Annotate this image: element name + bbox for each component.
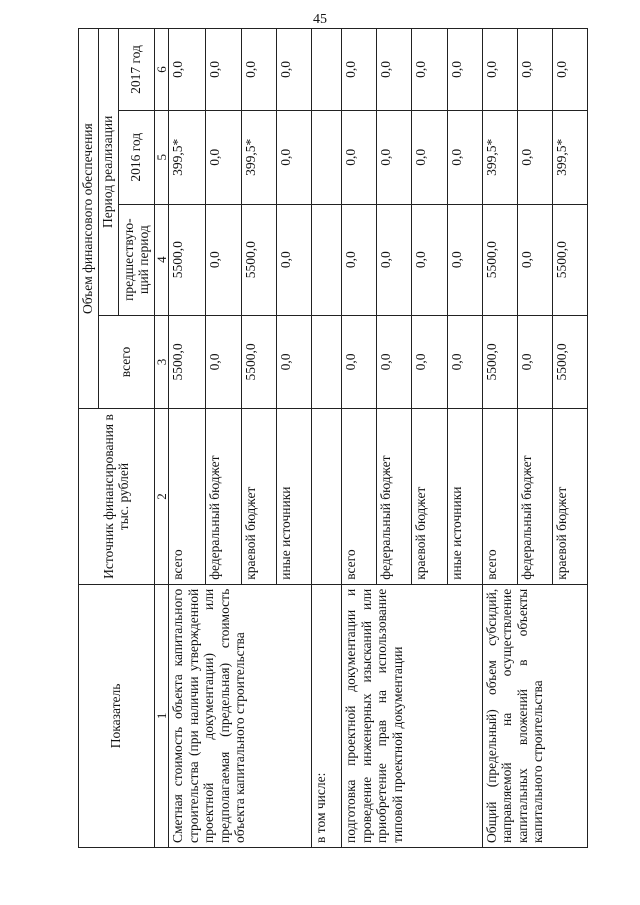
header-2017: 2017 год xyxy=(119,29,155,111)
column-number: 4 xyxy=(155,204,169,315)
value-2016-cell: 399,5* xyxy=(552,110,587,204)
total-cell: 0,0 xyxy=(276,315,311,409)
table-row xyxy=(169,29,206,848)
indicator-cell: подготовка проектной документации и проведение инженерных изысканий или приобретение прав на использование типовой проектной документации xyxy=(342,584,482,847)
header-2016: 2016 год xyxy=(119,110,155,204)
value-2017-cell: 0,0 xyxy=(482,29,517,111)
total-cell xyxy=(311,315,341,409)
previous-period-cell: 5500,0 xyxy=(552,204,587,315)
value-2016-cell: 0,0 xyxy=(377,110,412,204)
previous-period-cell: 5500,0 xyxy=(241,204,276,315)
table-body xyxy=(169,29,588,848)
column-number-row xyxy=(155,29,169,848)
value-2017-cell: 0,0 xyxy=(169,29,206,111)
source-cell: всего xyxy=(342,409,377,584)
value-2016-cell: 0,0 xyxy=(342,110,377,204)
total-cell: 0,0 xyxy=(377,315,412,409)
source-cell: федеральный бюджет xyxy=(517,409,552,584)
previous-period-cell: 5500,0 xyxy=(169,204,206,315)
total-cell: 5500,0 xyxy=(241,315,276,409)
previous-period-cell: 0,0 xyxy=(342,204,377,315)
value-2017-cell: 0,0 xyxy=(241,29,276,111)
value-2017-cell: 0,0 xyxy=(517,29,552,111)
value-2016-cell: 0,0 xyxy=(206,110,241,204)
total-cell: 0,0 xyxy=(342,315,377,409)
table-row xyxy=(482,29,517,848)
total-cell: 5500,0 xyxy=(169,315,206,409)
page-number: 45 xyxy=(313,12,327,27)
value-2017-cell: 0,0 xyxy=(447,29,482,111)
value-2017-cell: 0,0 xyxy=(552,29,587,111)
column-number: 2 xyxy=(155,409,169,584)
previous-period-cell: 5500,0 xyxy=(482,204,517,315)
column-number: 1 xyxy=(155,584,169,847)
column-number: 3 xyxy=(155,315,169,409)
total-cell: 5500,0 xyxy=(552,315,587,409)
previous-period-cell: 0,0 xyxy=(447,204,482,315)
value-2016-cell: 0,0 xyxy=(517,110,552,204)
source-cell: краевой бюджет xyxy=(552,409,587,584)
table-row xyxy=(342,29,377,848)
previous-period-cell xyxy=(311,204,341,315)
source-cell: краевой бюджет xyxy=(241,409,276,584)
header-previous-period: предшествую-щий период xyxy=(119,204,155,315)
previous-period-cell: 0,0 xyxy=(517,204,552,315)
previous-period-cell: 0,0 xyxy=(276,204,311,315)
indicator-cell: Сметная стоимость объекта капитального строительства (при наличии утвержденной проектной документации) или предполагаемая (предельная) стоимость объекта капитального строительства xyxy=(169,584,312,847)
value-2017-cell: 0,0 xyxy=(377,29,412,111)
previous-period-cell: 0,0 xyxy=(377,204,412,315)
source-cell: всего xyxy=(482,409,517,584)
total-cell: 0,0 xyxy=(206,315,241,409)
total-cell: 0,0 xyxy=(412,315,447,409)
value-2017-cell: 0,0 xyxy=(206,29,241,111)
value-2016-cell: 399,5* xyxy=(169,110,206,204)
column-number: 6 xyxy=(155,29,169,111)
source-cell: иные источники xyxy=(447,409,482,584)
value-2016-cell: 0,0 xyxy=(412,110,447,204)
header-indicator: Показатель xyxy=(79,584,155,847)
value-2017-cell: 0,0 xyxy=(342,29,377,111)
header-volume: Объем финансового обеспечения xyxy=(79,29,99,409)
value-2017-cell: 0,0 xyxy=(412,29,447,111)
source-cell: всего xyxy=(169,409,206,584)
source-cell: федеральный бюджет xyxy=(206,409,241,584)
column-number: 5 xyxy=(155,110,169,204)
financing-table xyxy=(78,28,588,848)
total-cell: 0,0 xyxy=(447,315,482,409)
previous-period-cell: 0,0 xyxy=(412,204,447,315)
header-total: всего xyxy=(99,315,155,409)
value-2016-cell: 399,5* xyxy=(482,110,517,204)
indicator-cell: Общий (предельный) объем субсидий, направляемой на осуществление капитальных вложений в объекты капитального строительства xyxy=(482,584,587,847)
value-2016-cell xyxy=(311,110,341,204)
indicator-cell: в том числе: xyxy=(311,584,341,847)
rotated-table-container xyxy=(78,28,588,848)
value-2016-cell: 0,0 xyxy=(276,110,311,204)
value-2016-cell: 399,5* xyxy=(241,110,276,204)
previous-period-cell: 0,0 xyxy=(206,204,241,315)
header-period: Период реализации xyxy=(99,29,119,316)
total-cell: 0,0 xyxy=(517,315,552,409)
value-2016-cell: 0,0 xyxy=(447,110,482,204)
total-cell: 5500,0 xyxy=(482,315,517,409)
header-source: Источник финансирования в тыс. рублей xyxy=(79,409,155,584)
value-2017-cell: 0,0 xyxy=(276,29,311,111)
source-cell: иные источники xyxy=(276,409,311,584)
table-row xyxy=(311,29,341,848)
source-cell xyxy=(311,409,341,584)
value-2017-cell xyxy=(311,29,341,111)
source-cell: федеральный бюджет xyxy=(377,409,412,584)
source-cell: краевой бюджет xyxy=(412,409,447,584)
